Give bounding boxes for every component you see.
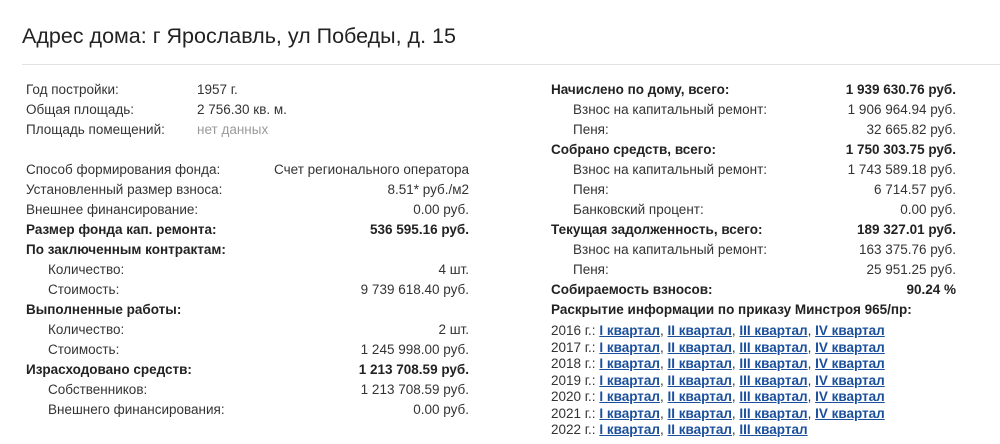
collected-fee-value: 1 743 589.18 руб. — [847, 162, 956, 177]
disclosure-years — [551, 323, 956, 439]
house-info-column — [26, 80, 469, 420]
year-label: 2020 г.: — [551, 389, 596, 404]
collectability-row — [551, 280, 956, 300]
accrued-fee-row — [551, 100, 956, 120]
works-count-label: Количество: — [48, 322, 125, 337]
external-financing-value: 0.00 руб. — [413, 202, 469, 217]
fund-method-row — [26, 160, 469, 180]
collected-fee-row — [551, 160, 956, 180]
year-label: 2018 г.: — [551, 356, 596, 371]
year-label: 2021 г.: — [551, 405, 596, 421]
collectability-value: 90.24 % — [906, 282, 956, 297]
collected-penalty-value: 6 714.57 руб. — [873, 182, 956, 197]
total-area-value: 2 756.30 кв. м. — [197, 102, 287, 117]
debt-row — [551, 220, 956, 240]
year-label: 2017 г.: — [551, 339, 596, 355]
q3-link[interactable]: III квартал — [739, 405, 808, 421]
year-built-value: 1957 г. — [197, 82, 238, 97]
year-row-2017: 2017 г.: I квартал, II квартал, III квартал, IV квартал — [551, 339, 885, 355]
spent-external-value: 0.00 руб. — [413, 402, 469, 417]
accrued-row — [551, 80, 956, 100]
total-area-label: Общая площадь: — [26, 102, 135, 117]
contracts-header-row — [26, 240, 469, 260]
contracts-count-row — [26, 260, 469, 280]
q2-link[interactable]: II квартал — [667, 405, 732, 421]
rooms-area-value: нет данных — [197, 122, 269, 137]
collected-bank-row — [551, 200, 956, 220]
q2-link[interactable]: II квартал — [667, 422, 732, 437]
q3-link[interactable]: III квартал — [739, 372, 808, 388]
debt-fee-row — [551, 240, 956, 260]
accrued-penalty-row — [551, 120, 956, 140]
collectability-label: Собираемость взносов: — [551, 282, 713, 297]
q2-link[interactable]: II квартал — [667, 389, 732, 404]
divider — [22, 64, 1000, 65]
accrued-fee-value: 1 906 964.94 руб. — [847, 102, 956, 117]
collected-label: Собрано средств, всего: — [551, 142, 716, 157]
q3-link[interactable]: III квартал — [739, 339, 808, 355]
year-row-2018: 2018 г.: I квартал, II квартал, III квартал, IV квартал — [551, 356, 885, 371]
debt-fee-value: 163 375.76 руб. — [858, 242, 956, 257]
fund-size-row — [26, 220, 469, 240]
debt-label: Текущая задолженность, всего: — [551, 222, 763, 237]
year-row-2022: 2022 г.: I квартал, II квартал, III квартал — [551, 422, 808, 437]
finance-column — [551, 80, 956, 439]
spent-owners-row — [26, 380, 469, 400]
spent-label: Израсходовано средств: — [26, 362, 192, 377]
spent-external-label: Внешнего финансирования: — [48, 402, 225, 417]
collected-bank-label: Банковский процент: — [573, 202, 704, 217]
accrued-penalty-label: Пеня: — [573, 122, 609, 137]
spent-owners-value: 1 213 708.59 руб. — [360, 382, 469, 397]
collected-penalty-row — [551, 180, 956, 200]
q3-link[interactable]: III квартал — [739, 389, 808, 404]
q2-link[interactable]: II квартал — [667, 339, 732, 355]
works-count-row — [26, 320, 469, 340]
debt-penalty-label: Пеня: — [573, 262, 609, 277]
q2-link[interactable]: II квартал — [667, 323, 732, 338]
spent-owners-label: Собственников: — [48, 382, 148, 397]
fee-size-value: 8.51* руб./м2 — [387, 182, 469, 197]
q1-link[interactable]: I квартал — [599, 372, 660, 388]
rooms-area-row — [26, 120, 469, 140]
accrued-fee-label: Взнос на капитальный ремонт: — [573, 102, 768, 117]
rooms-area-label: Площадь помещений: — [26, 122, 165, 137]
q1-link[interactable]: I квартал — [599, 323, 660, 338]
debt-fee-label: Взнос на капитальный ремонт: — [573, 242, 768, 257]
works-cost-value: 1 245 998.00 руб. — [360, 342, 469, 357]
works-header-row — [26, 300, 469, 320]
year-row-2019: 2019 г.: I квартал, II квартал, III квартал, IV квартал — [551, 372, 885, 388]
q4-link[interactable]: IV квартал — [815, 405, 885, 421]
page-title: Адрес дома: г Ярославль, ул Победы, д. 15 — [22, 24, 456, 48]
contracts-cost-row — [26, 280, 469, 300]
collected-bank-value: 0.00 руб. — [900, 202, 956, 217]
works-cost-label: Стоимость: — [48, 342, 120, 357]
works-cost-row — [26, 340, 469, 360]
q1-link[interactable]: I квартал — [599, 422, 660, 437]
contracts-header: По заключенным контрактам: — [26, 242, 226, 257]
total-area-row — [26, 100, 469, 120]
contracts-cost-label: Стоимость: — [48, 282, 120, 297]
fee-size-row — [26, 180, 469, 200]
spent-value: 1 213 708.59 руб. — [358, 362, 469, 377]
q4-link[interactable]: IV квартал — [815, 356, 885, 371]
q2-link[interactable]: II квартал — [667, 372, 732, 388]
q2-link[interactable]: II квартал — [667, 356, 732, 371]
accrued-penalty-value: 32 665.82 руб. — [866, 122, 956, 137]
contracts-count-value: 4 шт. — [438, 262, 469, 277]
q1-link[interactable]: I квартал — [599, 339, 660, 355]
fee-size-label: Установленный размер взноса: — [26, 182, 223, 197]
contracts-cost-value: 9 739 618.40 руб. — [360, 282, 469, 297]
external-financing-label: Внешнее финансирование: — [26, 202, 199, 217]
works-count-value: 2 шт. — [438, 322, 469, 337]
year-built-label: Год постройки: — [26, 82, 119, 97]
disclosure-header: Раскрытие информации по приказу Минстроя 965/пр: — [551, 302, 912, 317]
debt-value: 189 327.01 руб. — [857, 222, 956, 237]
fund-size-label: Размер фонда кап. ремонта: — [26, 222, 217, 237]
works-header: Выполненные работы: — [26, 302, 182, 317]
year-label: 2016 г.: — [551, 323, 596, 338]
q4-link[interactable]: IV квартал — [815, 323, 885, 338]
collected-penalty-label: Пеня: — [573, 182, 609, 197]
year-row-2021: 2021 г.: I квартал, II квартал, III квартал, IV квартал — [551, 405, 885, 421]
q4-link[interactable]: IV квартал — [815, 389, 885, 404]
q3-link[interactable]: III квартал — [739, 356, 808, 371]
fund-method-label: Способ формирования фонда: — [26, 162, 221, 177]
external-financing-row — [26, 200, 469, 220]
year-built-row — [26, 80, 469, 100]
q3-link[interactable]: III квартал — [739, 323, 808, 338]
q1-link[interactable]: I квартал — [599, 405, 660, 421]
debt-penalty-row — [551, 260, 956, 280]
collected-row — [551, 140, 956, 160]
year-label: 2022 г.: — [551, 422, 596, 437]
collected-value: 1 750 303.75 руб. — [845, 142, 956, 157]
year-row-2020: 2020 г.: I квартал, II квартал, III квартал, IV квартал — [551, 389, 885, 404]
collected-fee-label: Взнос на капитальный ремонт: — [573, 162, 768, 177]
contracts-count-label: Количество: — [48, 262, 125, 277]
spent-external-row — [26, 400, 469, 420]
accrued-label: Начислено по дому, всего: — [551, 82, 730, 97]
year-label: 2019 г.: — [551, 372, 596, 388]
fund-method-value: Счет регионального оператора — [274, 162, 469, 177]
q4-link[interactable]: IV квартал — [815, 339, 885, 355]
accrued-value: 1 939 630.76 руб. — [845, 82, 956, 97]
fund-size-value: 536 595.16 руб. — [370, 222, 469, 237]
q3-link[interactable]: III квартал — [739, 422, 808, 437]
year-row-2016: 2016 г.: I квартал, II квартал, III квартал, IV квартал — [551, 323, 885, 338]
q1-link[interactable]: I квартал — [599, 389, 660, 404]
q1-link[interactable]: I квартал — [599, 356, 660, 371]
debt-penalty-value: 25 951.25 руб. — [866, 262, 956, 277]
q4-link[interactable]: IV квартал — [815, 372, 885, 388]
spent-row — [26, 360, 469, 380]
